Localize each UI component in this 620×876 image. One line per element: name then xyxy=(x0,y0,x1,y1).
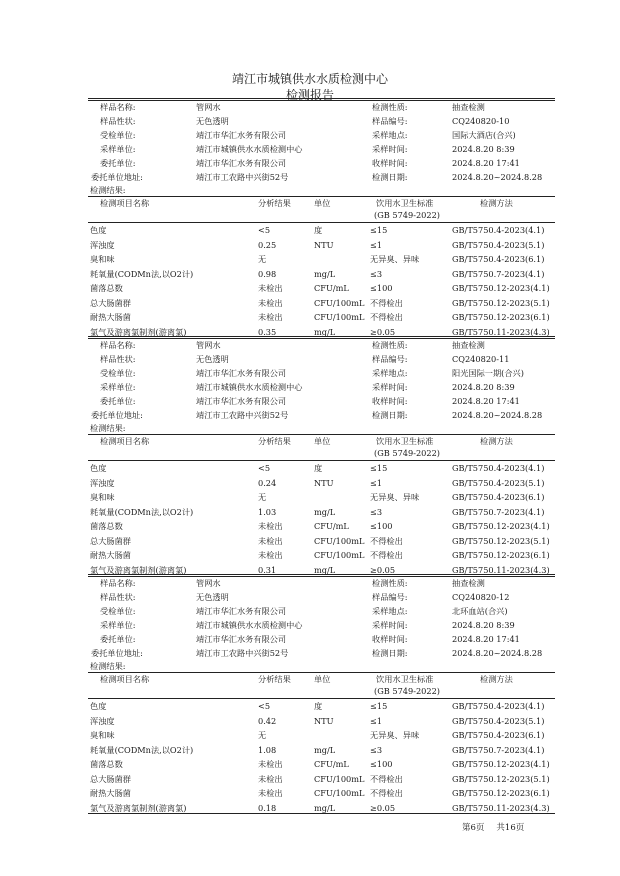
info-value: 2024.8.20 17:41 xyxy=(452,396,520,406)
info-label: 样品性状: xyxy=(100,354,136,364)
col-header-method: 检测方法 xyxy=(480,674,513,684)
cell-unit: mg/L xyxy=(314,564,336,575)
cell-standard: 无异臭、异味 xyxy=(370,492,420,502)
table-header-row-sub xyxy=(0,447,620,460)
table-header-bottom-rule xyxy=(88,460,555,461)
info-value: 2024.8.20 8:39 xyxy=(452,144,515,154)
cell-item: 总大肠菌群 xyxy=(90,535,131,546)
cell-result: 1.03 xyxy=(258,506,277,517)
cell-unit: CFU/100mL xyxy=(314,550,365,560)
table-row xyxy=(0,787,620,800)
info-label: 受检单位: xyxy=(100,368,136,378)
info-label: 采样单位: xyxy=(100,620,136,630)
info-value: 阳光国际一期(合兴) xyxy=(452,368,524,378)
cell-item: 色度 xyxy=(90,701,107,711)
cell-unit: mg/L xyxy=(314,802,336,813)
cell-method: GB/T5750.12-2023(5.1) xyxy=(452,535,550,546)
info-value: 管网水 xyxy=(196,340,221,350)
info-value: 靖江市工农路中兴街52号 xyxy=(196,648,289,658)
cell-method: GB/T5750.7-2023(4.1) xyxy=(452,268,545,279)
info-value: 靖江市华汇水务有限公司 xyxy=(196,130,287,140)
info-value: 无色透明 xyxy=(196,116,229,126)
cell-result: 未检出 xyxy=(258,312,283,322)
cell-standard: ≤3 xyxy=(370,506,383,517)
info-label: 采样时间: xyxy=(372,620,408,630)
cell-result: 未检出 xyxy=(258,788,283,798)
info-value: 抽查检测 xyxy=(452,340,485,350)
results-label: 检测结果: xyxy=(90,185,126,195)
info-label: 委托单位地址: xyxy=(91,648,143,658)
info-value: 2024.8.20~2024.8.28 xyxy=(452,410,543,420)
col-header-method: 检测方法 xyxy=(480,198,513,208)
cell-result: 无 xyxy=(258,254,267,264)
info-row xyxy=(0,647,620,660)
info-value: 管网水 xyxy=(196,578,221,588)
table-row xyxy=(0,715,620,728)
cell-item: 菌落总数 xyxy=(90,283,123,293)
info-label: 采样地点: xyxy=(372,130,408,140)
cell-unit: 度 xyxy=(314,701,323,711)
info-label: 委托单位: xyxy=(100,396,136,406)
cell-unit: NTU xyxy=(314,239,334,250)
cell-item: 耗氧量(CODMn法,以O2计) xyxy=(90,506,194,517)
cell-standard: 不得检出 xyxy=(370,773,403,784)
info-value: 2024.8.20 8:39 xyxy=(452,382,515,392)
cell-method: GB/T5750.12-2023(5.1) xyxy=(452,297,550,308)
page-number: 第6页 xyxy=(462,823,485,833)
cell-item: 耐热大肠菌 xyxy=(90,788,131,798)
info-row xyxy=(0,395,620,408)
cell-standard: 不得检出 xyxy=(370,788,403,798)
table-header-row-sub xyxy=(0,685,620,698)
cell-unit: CFU/100mL xyxy=(314,535,365,546)
info-label: 受检单位: xyxy=(100,606,136,616)
cell-standard: ≥0.05 xyxy=(370,802,396,813)
info-value: 2024.8.20 8:39 xyxy=(452,620,515,630)
cell-method: GB/T5750.12-2023(6.1) xyxy=(452,788,550,798)
info-label: 样品名称: xyxy=(100,340,136,350)
table-row xyxy=(0,535,620,548)
cell-result: 未检出 xyxy=(258,535,283,546)
info-value: 靖江市工农路中兴街52号 xyxy=(196,172,289,182)
cell-unit: CFU/100mL xyxy=(314,297,365,308)
table-row xyxy=(0,282,620,295)
info-row xyxy=(0,619,620,632)
report-title: 靖江市城镇供水水质检测中心 xyxy=(231,72,388,86)
cell-result: <5 xyxy=(258,701,271,711)
cell-standard: ≤1 xyxy=(370,715,383,726)
info-label: 采样单位: xyxy=(100,144,136,154)
info-label: 样品编号: xyxy=(372,592,408,602)
info-label: 样品编号: xyxy=(372,116,408,126)
col-header-standard-sub: (GB 5749-2022) xyxy=(374,448,440,458)
cell-method: GB/T5750.12-2023(6.1) xyxy=(452,312,550,322)
col-header-result: 分析结果 xyxy=(258,198,291,208)
cell-result: 0.31 xyxy=(258,564,277,575)
info-value: 2024.8.20~2024.8.28 xyxy=(452,172,543,182)
info-value: CQ240820-10 xyxy=(452,116,510,126)
cell-unit: mg/L xyxy=(314,268,336,279)
cell-standard: 不得检出 xyxy=(370,297,403,308)
cell-method: GB/T5750.11-2023(4.3) xyxy=(452,564,550,575)
col-header-unit: 单位 xyxy=(314,436,331,446)
cell-unit: CFU/mL xyxy=(314,759,349,769)
info-value: 2024.8.20~2024.8.28 xyxy=(452,648,543,658)
cell-standard: ≤1 xyxy=(370,239,383,250)
info-value: 靖江市华汇水务有限公司 xyxy=(196,396,287,406)
info-value: 管网水 xyxy=(196,102,221,112)
col-header-standard: 饮用水卫生标准 xyxy=(376,198,434,208)
cell-standard: ≤100 xyxy=(370,283,393,293)
cell-method: GB/T5750.7-2023(4.1) xyxy=(452,506,545,517)
col-header-standard: 饮用水卫生标准 xyxy=(376,436,434,446)
cell-item: 浑浊度 xyxy=(90,477,115,488)
info-label: 检测性质: xyxy=(372,340,408,350)
info-row xyxy=(0,381,620,394)
cell-method: GB/T5750.12-2023(4.1) xyxy=(452,759,550,769)
cell-standard: ≤15 xyxy=(370,701,388,711)
cell-standard: ≤15 xyxy=(370,463,388,473)
info-value: 2024.8.20 17:41 xyxy=(452,158,520,168)
info-label: 样品性状: xyxy=(100,592,136,602)
info-label: 采样时间: xyxy=(372,144,408,154)
info-row xyxy=(0,129,620,142)
table-row xyxy=(0,549,620,562)
cell-standard: ≤1 xyxy=(370,477,383,488)
col-header-standard-sub: (GB 5749-2022) xyxy=(374,210,440,220)
info-row xyxy=(0,353,620,366)
cell-method: GB/T5750.4-2023(6.1) xyxy=(452,730,545,740)
info-row xyxy=(0,171,620,184)
info-label: 收样时间: xyxy=(372,158,408,168)
cell-result: 未检出 xyxy=(258,297,283,308)
cell-method: GB/T5750.4-2023(4.1) xyxy=(452,225,545,235)
info-value: 国际大酒店(合兴) xyxy=(452,130,516,140)
cell-item: 臭和味 xyxy=(90,492,115,502)
cell-result: 0.35 xyxy=(258,326,277,337)
table-header-bottom-rule xyxy=(88,222,555,223)
info-value: 2024.8.20 17:41 xyxy=(452,634,520,644)
cell-result: 0.42 xyxy=(258,715,277,726)
cell-item: 浑浊度 xyxy=(90,715,115,726)
info-label: 委托单位: xyxy=(100,158,136,168)
info-row xyxy=(0,143,620,156)
cell-result: 1.08 xyxy=(258,744,277,755)
cell-item: 色度 xyxy=(90,225,107,235)
cell-result: 未检出 xyxy=(258,759,283,769)
info-row xyxy=(0,157,620,170)
cell-result: 未检出 xyxy=(258,283,283,293)
cell-standard: ≤3 xyxy=(370,744,383,755)
info-value: 靖江市华汇水务有限公司 xyxy=(196,606,287,616)
cell-result: <5 xyxy=(258,463,271,473)
table-header-row-sub xyxy=(0,209,620,222)
cell-method: GB/T5750.4-2023(4.1) xyxy=(452,463,545,473)
cell-method: GB/T5750.11-2023(4.3) xyxy=(452,802,550,813)
cell-method: GB/T5750.4-2023(5.1) xyxy=(452,239,545,250)
cell-item: 氯气及游离氯制剂(游离氯) xyxy=(90,326,187,337)
info-label: 样品名称: xyxy=(100,102,136,112)
col-header-item: 检测项目名称 xyxy=(100,198,150,208)
info-label: 采样地点: xyxy=(372,368,408,378)
table-row xyxy=(0,297,620,310)
col-header-result: 分析结果 xyxy=(258,436,291,446)
info-label: 检测性质: xyxy=(372,102,408,112)
cell-result: 0.98 xyxy=(258,268,277,279)
info-value: CQ240820-12 xyxy=(452,592,510,602)
info-value: 靖江市城镇供水水质检测中心 xyxy=(196,144,303,154)
table-row xyxy=(0,311,620,324)
cell-unit: CFU/100mL xyxy=(314,312,365,322)
info-label: 采样地点: xyxy=(372,606,408,616)
cell-method: GB/T5750.4-2023(6.1) xyxy=(452,492,545,502)
info-value: 靖江市华汇水务有限公司 xyxy=(196,634,287,644)
cell-item: 氯气及游离氯制剂(游离氯) xyxy=(90,564,187,575)
col-header-item: 检测项目名称 xyxy=(100,436,150,446)
info-row xyxy=(0,577,620,590)
cell-item: 浑浊度 xyxy=(90,239,115,250)
table-row xyxy=(0,477,620,490)
info-value: 无色透明 xyxy=(196,354,229,364)
info-row xyxy=(0,633,620,646)
info-label: 委托单位地址: xyxy=(91,410,143,420)
cell-standard: 不得检出 xyxy=(370,312,403,322)
info-value: 靖江市城镇供水水质检测中心 xyxy=(196,620,303,630)
table-row xyxy=(0,268,620,281)
cell-unit: mg/L xyxy=(314,326,336,337)
cell-method: GB/T5750.12-2023(6.1) xyxy=(452,550,550,560)
info-value: 抽查检测 xyxy=(452,102,485,112)
info-label: 采样时间: xyxy=(372,382,408,392)
info-label: 样品名称: xyxy=(100,578,136,588)
cell-standard: ≤100 xyxy=(370,759,393,769)
info-row xyxy=(0,591,620,604)
table-row xyxy=(0,758,620,771)
page-total: 共16页 xyxy=(496,823,525,833)
table-row xyxy=(0,224,620,237)
cell-standard: 无异臭、异味 xyxy=(370,730,420,740)
cell-unit: 度 xyxy=(314,463,323,473)
info-value: 靖江市工农路中兴街52号 xyxy=(196,410,289,420)
cell-method: GB/T5750.12-2023(4.1) xyxy=(452,521,550,531)
cell-result: 0.25 xyxy=(258,239,277,250)
info-label: 委托单位: xyxy=(100,634,136,644)
cell-unit: NTU xyxy=(314,477,334,488)
cell-item: 臭和味 xyxy=(90,730,115,740)
cell-item: 耐热大肠菌 xyxy=(90,312,131,322)
table-row xyxy=(0,700,620,713)
table-row xyxy=(0,729,620,742)
report-subtitle: 检测报告 xyxy=(285,88,334,102)
info-label: 收样时间: xyxy=(372,634,408,644)
col-header-item: 检测项目名称 xyxy=(100,674,150,684)
info-label: 检测日期: xyxy=(372,172,408,182)
info-value: CQ240820-11 xyxy=(452,354,510,364)
cell-unit: CFU/100mL xyxy=(314,788,365,798)
table-row xyxy=(0,462,620,475)
cell-method: GB/T5750.4-2023(4.1) xyxy=(452,701,545,711)
cell-standard: ≤15 xyxy=(370,225,388,235)
col-header-unit: 单位 xyxy=(314,198,331,208)
cell-item: 菌落总数 xyxy=(90,521,123,531)
cell-result: 未检出 xyxy=(258,550,283,560)
col-header-method: 检测方法 xyxy=(480,436,513,446)
cell-unit: mg/L xyxy=(314,506,336,517)
info-label: 检测日期: xyxy=(372,648,408,658)
table-row xyxy=(0,520,620,533)
info-row xyxy=(0,605,620,618)
cell-standard: ≥0.05 xyxy=(370,564,396,575)
cell-result: 无 xyxy=(258,730,267,740)
table-header-bottom-rule xyxy=(88,698,555,699)
cell-standard: ≤100 xyxy=(370,521,393,531)
cell-item: 耐热大肠菌 xyxy=(90,550,131,560)
cell-unit: mg/L xyxy=(314,744,336,755)
info-value: 无色透明 xyxy=(196,592,229,602)
info-label: 检测性质: xyxy=(372,578,408,588)
info-row xyxy=(0,409,620,422)
info-value: 抽查检测 xyxy=(452,578,485,588)
info-label: 样品性状: xyxy=(100,116,136,126)
cell-item: 耗氧量(CODMn法,以O2计) xyxy=(90,268,194,279)
cell-method: GB/T5750.11-2023(4.3) xyxy=(452,326,550,337)
table-row xyxy=(0,773,620,786)
cell-result: 无 xyxy=(258,492,267,502)
cell-result: 0.18 xyxy=(258,802,277,813)
results-label: 检测结果: xyxy=(90,423,126,433)
cell-standard: ≤3 xyxy=(370,268,383,279)
cell-item: 臭和味 xyxy=(90,254,115,264)
info-value: 靖江市华汇水务有限公司 xyxy=(196,368,287,378)
col-header-standard: 饮用水卫生标准 xyxy=(376,674,434,684)
report-bottom-rule xyxy=(88,813,555,814)
cell-standard: 不得检出 xyxy=(370,535,403,546)
cell-method: GB/T5750.4-2023(5.1) xyxy=(452,477,545,488)
cell-standard: 不得检出 xyxy=(370,550,403,560)
info-row xyxy=(0,101,620,114)
cell-standard: 无异臭、异味 xyxy=(370,254,420,264)
cell-method: GB/T5750.7-2023(4.1) xyxy=(452,744,545,755)
cell-item: 氯气及游离氯制剂(游离氯) xyxy=(90,802,187,813)
info-label: 委托单位地址: xyxy=(91,172,143,182)
info-row xyxy=(0,367,620,380)
cell-unit: CFU/mL xyxy=(314,521,349,531)
cell-method: GB/T5750.12-2023(4.1) xyxy=(452,283,550,293)
info-label: 采样单位: xyxy=(100,382,136,392)
cell-unit: 度 xyxy=(314,225,323,235)
col-header-result: 分析结果 xyxy=(258,674,291,684)
table-row xyxy=(0,506,620,519)
info-label: 样品编号: xyxy=(372,354,408,364)
table-row xyxy=(0,253,620,266)
info-value: 靖江市华汇水务有限公司 xyxy=(196,158,287,168)
cell-result: 未检出 xyxy=(258,521,283,531)
table-row xyxy=(0,491,620,504)
page-footer xyxy=(462,821,536,833)
cell-unit: CFU/mL xyxy=(314,283,349,293)
info-label: 检测日期: xyxy=(372,410,408,420)
cell-item: 菌落总数 xyxy=(90,759,123,769)
table-row xyxy=(0,744,620,757)
col-header-unit: 单位 xyxy=(314,674,331,684)
cell-unit: CFU/100mL xyxy=(314,773,365,784)
info-label: 收样时间: xyxy=(372,396,408,406)
results-label: 检测结果: xyxy=(90,661,126,671)
cell-item: 总大肠菌群 xyxy=(90,773,131,784)
cell-item: 色度 xyxy=(90,463,107,473)
cell-result: 未检出 xyxy=(258,773,283,784)
cell-unit: NTU xyxy=(314,715,334,726)
cell-method: GB/T5750.12-2023(5.1) xyxy=(452,773,550,784)
info-row xyxy=(0,115,620,128)
info-label: 受检单位: xyxy=(100,130,136,140)
cell-result: 0.24 xyxy=(258,477,277,488)
info-value: 北环血站(合兴) xyxy=(452,606,508,616)
info-value: 靖江市城镇供水水质检测中心 xyxy=(196,382,303,392)
cell-result: <5 xyxy=(258,225,271,235)
cell-standard: ≥0.05 xyxy=(370,326,396,337)
cell-method: GB/T5750.4-2023(6.1) xyxy=(452,254,545,264)
col-header-standard-sub: (GB 5749-2022) xyxy=(374,686,440,696)
table-row xyxy=(0,239,620,252)
info-row xyxy=(0,339,620,352)
cell-item: 耗氧量(CODMn法,以O2计) xyxy=(90,744,194,755)
cell-method: GB/T5750.4-2023(5.1) xyxy=(452,715,545,726)
cell-item: 总大肠菌群 xyxy=(90,297,131,308)
